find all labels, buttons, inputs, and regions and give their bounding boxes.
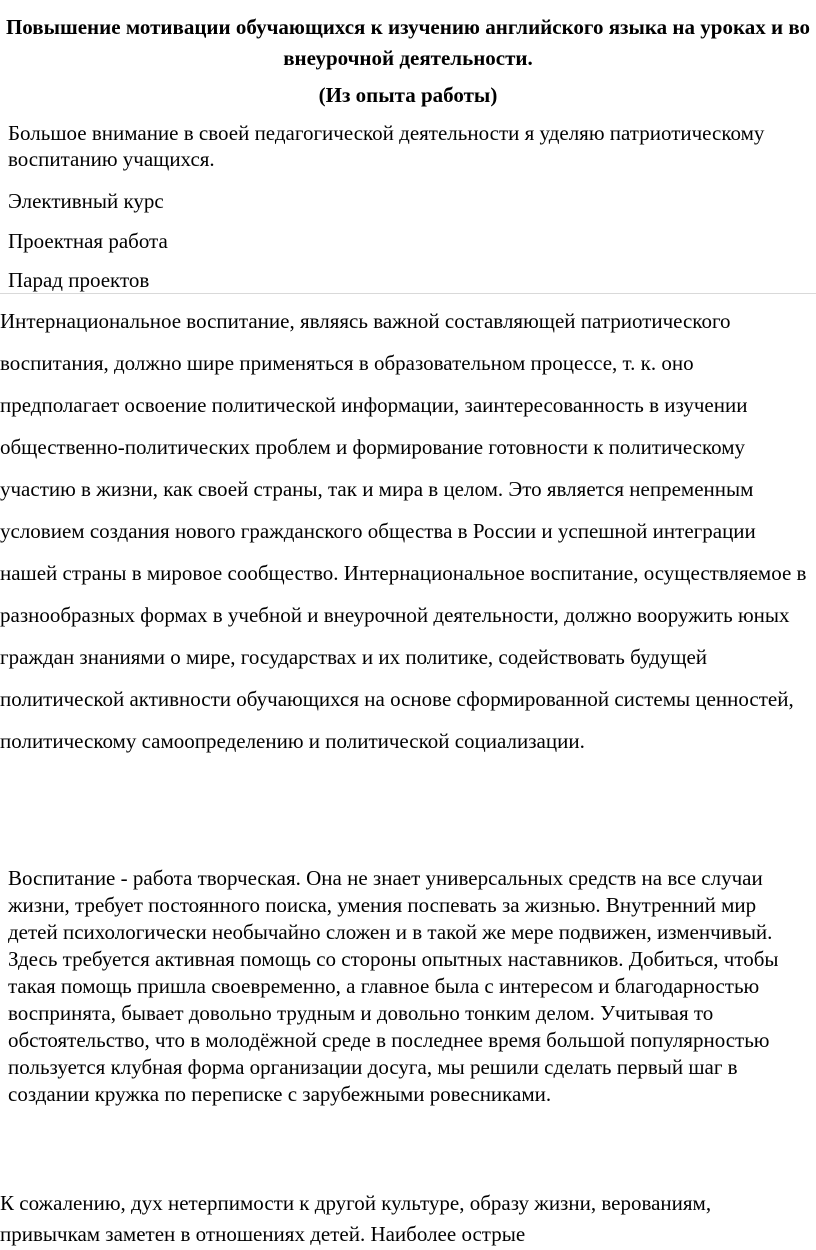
document-subtitle: (Из опыта работы) — [318, 83, 498, 107]
paragraph-international-education: Интернациональное воспитание, являясь важной составляющей патриотического воспитания, должно шире применяться в образовательном процессе, т. к. оно предполагает освоение политической информации, заинтересованность в изучении общественно-политических проблем и формирование готовности к политическому участию в жизни, как своей страны, так и мира в целом. Это является непременным условием создания нового гражданского общества в России и успешной интеграции нашей страны в мировое сообщество. Интернациональное воспитание, осуществляемое в разнообразных формах в учебной и внеурочной деятельности, должно вооружить юных граждан знаниями о мире, государствах и их политике, содействовать будущей политической активности обучающихся на основе сформированной системы ценностей, политическому самоопределению и политической социализации. — [0, 309, 807, 753]
paragraph-upbringing: Воспитание - работа творческая. Она не знает универсальных средств на все случаи жизни, требует постоянного поиска, умения поспевать за жизнью. Внутренний мир детей психологически необычайно сложен и в такой же мере подвижен, изменчивый. Здесь требуется активная помощь со стороны опытных наставников. Добиться, чтобы такая помощь пришла своевременно, а главное была с интересом и благодарностью воспринята, бывает довольно трудным и довольно тонким делом. Учитывая то обстоятельство, что в молодёжной среде в последнее время большой популярностью пользуется клубная форма организации досуга, мы решили сделать первый шаг в создании кружка по переписке с зарубежными ровесниками. — [8, 866, 779, 1106]
document-title: Повышение мотивации обучающихся к изучению английского языка на уроках и во внеурочной деятельности. — [5, 15, 811, 70]
list-item-project: Проектная работа — [8, 229, 168, 253]
intro-paragraph: Большое внимание в своей педагогической деятельности я уделяю патриотическому воспитанию учащихся. — [8, 121, 765, 171]
paragraph-intolerance: К сожалению, дух нетерпимости к другой культуре, образу жизни, верованиям, привычкам заметен в отношениях детей. Наиболее острые — [0, 1191, 712, 1246]
list-item-parade: Парад проектов — [8, 268, 150, 292]
list-item-elective: Элективный курс — [8, 189, 164, 213]
section-divider — [0, 293, 816, 294]
